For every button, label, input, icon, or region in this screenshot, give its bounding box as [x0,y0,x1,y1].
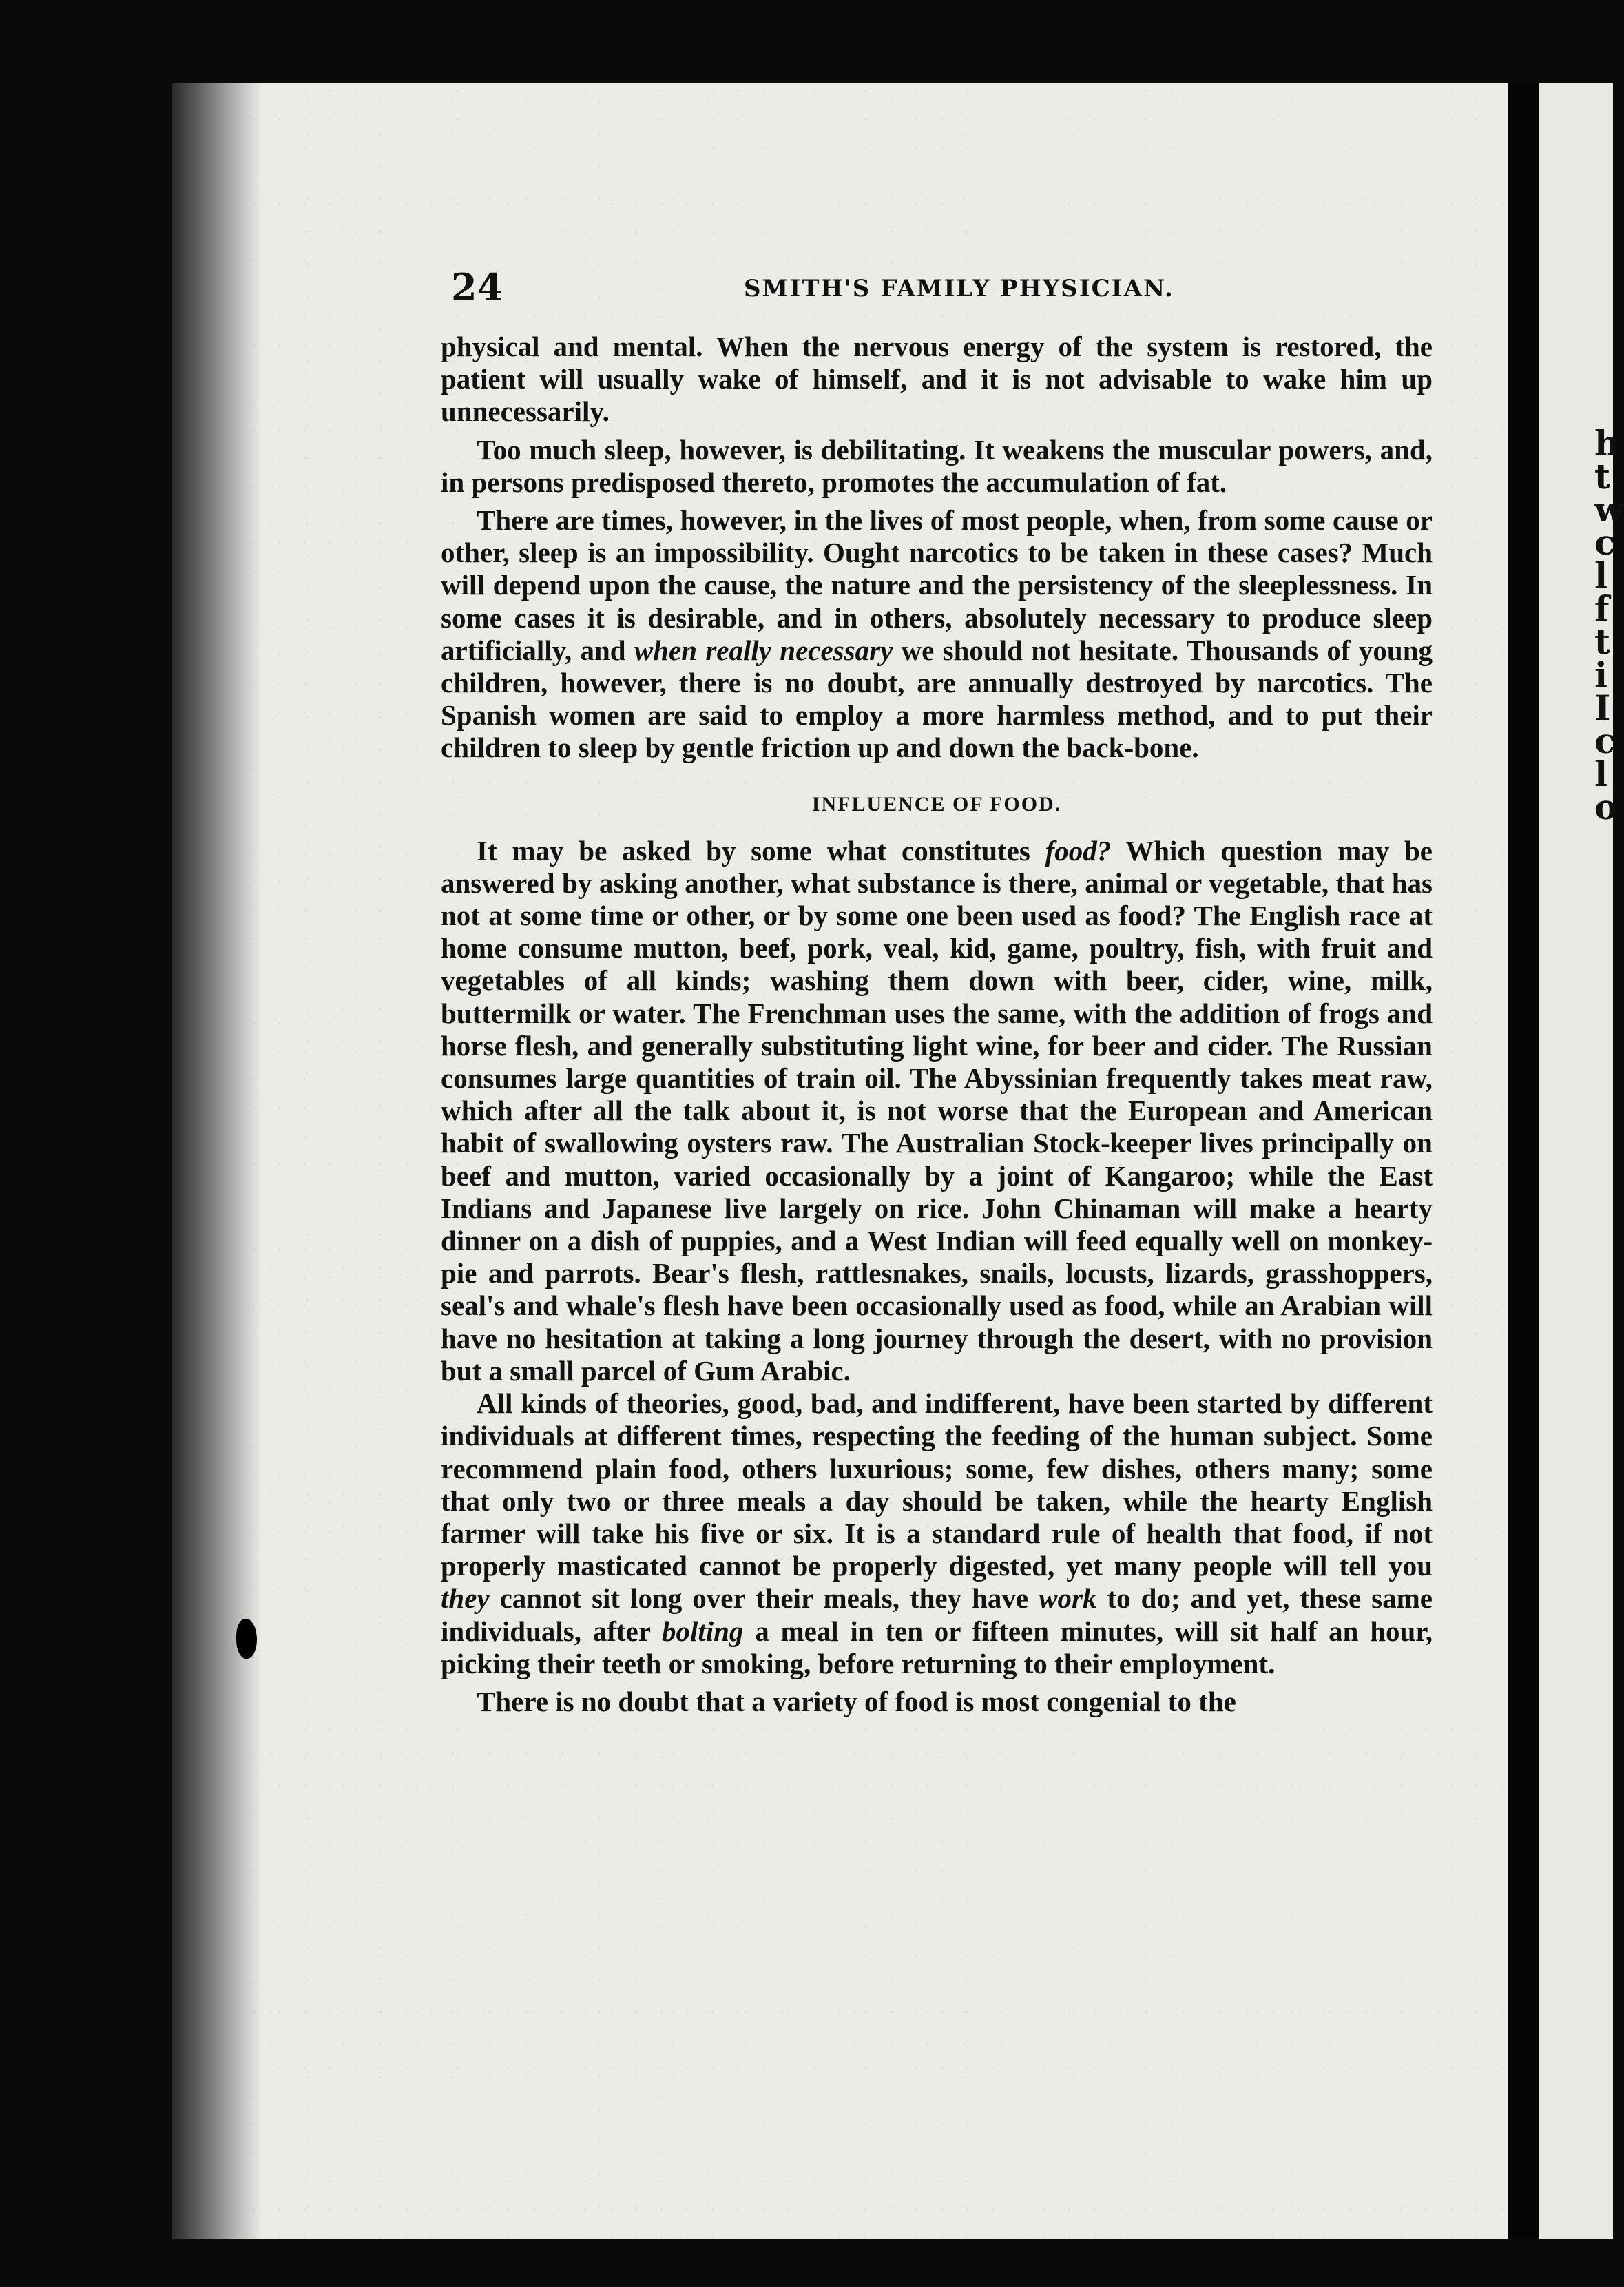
paragraph-6: There is no doubt that a variety of food is most congenial to the [477,1685,1236,1717]
text-run: Which question may be answered by asking another, what substance is there, animal or vegetable, that has not at some time or other, or by some one been used as food? The English race at home consume mutton, beef, pork, veal, kid, game, poultry, fish, with fruit and vegetables of all kinds; washing them down with beer, cider, wine, milk, buttermilk or water. The Frenchman uses the same, with the addition of frogs and horse flesh, and generally substituting light wine, for beer and cider. The Russian consumes large quantities of train oil. The Abyssinian frequently takes meat raw, which after all the talk about it, is not worse that the European and American habit of swallowing oysters raw. The Australian Stock-keeper lives principally on beef and mutton, varied occasionally by a joint of Kangaroo; while the East Indians and Japanese live largely on rice. John Chinaman will make a hearty dinner on a dish of puppies, and a West Indian will feed equally well on monkey-pie and parrots. Bear's flesh, rattlesnakes, snails, locusts, lizards, grasshoppers, seal's and whale's flesh have been occasionally used as food, while an Arabian will have no hesitation at taking a long journey through the desert, with no provision but a small parcel of Gum Arabic. [441,834,1433,1387]
paragraph-2: Too much sleep, however, is debilitating. It weakens the muscular powers, and, in persons predisposed thereto, promotes the accumulation of fat. [441,433,1433,498]
paragraph-1: physical and mental. When the nervous energy of the system is restored, the patient will usually wake of himself, and it is not advisable to wake him up unnecessarily. [441,331,1433,428]
italic-run: they [441,1582,490,1615]
paragraph-3 [441,504,1433,765]
running-head: SMITH'S FAMILY PHYSICIAN. [744,275,1174,302]
facing-fragment: w [1594,489,1624,530]
text-run: a meal in ten or fifteen minutes, will sit half an hour, picking their teeth or smoking, before returning to their employment. [441,1615,1433,1679]
binding-shadow [172,83,262,2239]
facing-page-fragments [1539,423,1624,827]
ink-blot [236,1619,257,1659]
text-run: All kinds of theories, good, bad, and indifferent, have been started by different individuals at different times, respecting the feeding of the human subject. Some recommend plain food, others luxurious; some, few dishes, others many; some that only two or three meals a day should be taken, while the hearty English farmer will take his five or six. It is a standard rule of health that food, if not properly masticated cannot be properly digested, yet many people will tell you [441,1387,1433,1582]
facing-fragment: h [1594,423,1620,464]
paragraph-5 [441,1387,1433,1680]
text-run: we should not hesitate. Thousands of young children, however, there is no doubt, are annually destroyed by narcotics. The Spanish women are said to employ a more harmless method, and to put their children to sleep by gentle friction up and down the back-bone. [441,634,1433,764]
section-title: INFLUENCE OF FOOD. [811,792,1062,816]
facing-fragment: I [1594,687,1611,728]
facing-fragment: c [1594,522,1616,563]
italic-run: bolting [661,1615,744,1647]
page-header [451,265,1408,313]
page-edge-shadow [1508,83,1539,2239]
facing-fragment: f [1594,588,1610,629]
italic-run: food? [1045,834,1112,867]
text-run: cannot sit long over their meals, they have [489,1582,1039,1615]
facing-fragment: t [1594,456,1611,497]
facing-fragment: o [1594,787,1618,827]
facing-fragment: l [1594,555,1607,596]
text-run: to do; and yet, these same individuals, after [441,1582,1433,1647]
italic-run: when really necessary [634,634,893,666]
page-number: 24 [451,265,503,309]
italic-run: work [1039,1582,1097,1615]
paragraph-4 [441,835,1433,1387]
facing-fragment: t [1594,621,1611,662]
facing-fragment: c [1594,721,1616,761]
text-run: There are times, however, in the lives of most people, when, from some cause or other, sleep is an impossibility. Ought narcotics to be taken in these cases? Much will depend upon the cause, the nature and the persistency of the sleeplessness. In some cases it is desirable, and in others, absolutely necessary to produce sleep artificially, and [441,504,1433,666]
facing-fragment: i [1594,654,1607,695]
text-run: It may be asked by some what constitutes [477,834,1045,867]
facing-page-strip [1539,83,1624,2239]
facing-fragment: l [1594,754,1607,794]
body-text [441,331,1433,1718]
